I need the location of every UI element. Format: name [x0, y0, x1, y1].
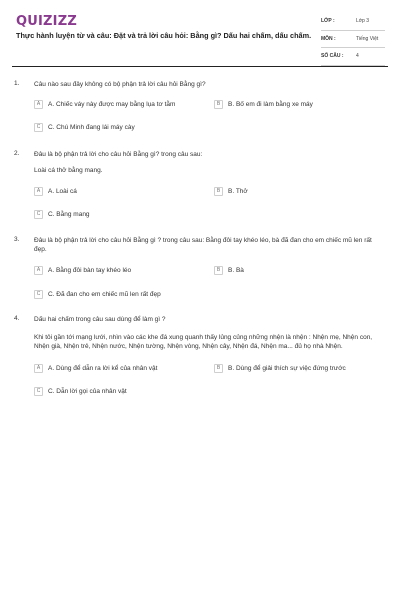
- option-c[interactable]: [34, 209, 90, 219]
- meta-label: LỚP :: [321, 18, 335, 25]
- option-text: C. Dẫn lời gọi của nhân vật: [48, 387, 127, 395]
- option-text: C. Bằng mang: [48, 210, 90, 218]
- option-box[interactable]: A: [34, 364, 43, 373]
- option-box[interactable]: C: [34, 123, 43, 132]
- option-text: A. Bằng đôi bàn tay khéo léo: [48, 266, 132, 274]
- option-b[interactable]: [214, 186, 248, 196]
- option-b[interactable]: [214, 265, 244, 275]
- option-text: C. Đã đan cho em chiếc mũ len rất đẹp: [48, 290, 161, 298]
- option-text: C. Chú Minh đang lái máy cày: [48, 123, 135, 131]
- option-text: B. Bà: [228, 266, 244, 274]
- option-c[interactable]: [34, 122, 135, 132]
- option-text: B. Thở: [228, 187, 248, 195]
- question-number: 2.: [14, 150, 20, 157]
- question-number: 4.: [14, 315, 20, 322]
- option-a[interactable]: [34, 99, 175, 109]
- option-text: B. Bố em đi làm bằng xe máy: [228, 100, 313, 108]
- option-text: A. Chiếc váy này được may bằng lụa tơ tằm: [48, 100, 176, 108]
- option-a[interactable]: [34, 265, 131, 275]
- question-text: Câu nào sau đây không có bộ phận trả lời câu hỏi Bằng gì?: [34, 81, 206, 88]
- option-box[interactable]: B: [214, 187, 223, 196]
- question-text: Đâu là bộ phận trả lời cho câu hỏi Bằng gì ? trong câu sau: Bằng đôi tay khéo léo, bà đã đan cho em chiếc mũ len rất đẹp.: [34, 237, 372, 253]
- question-number: 3.: [14, 236, 20, 243]
- option-box[interactable]: C: [34, 387, 43, 396]
- question-number: 1.: [14, 80, 20, 87]
- meta-row-grade: [321, 13, 385, 31]
- option-a[interactable]: [34, 363, 157, 373]
- option-box[interactable]: B: [214, 364, 223, 373]
- meta-label: SỐ CÂU :: [321, 53, 344, 60]
- option-b[interactable]: [214, 363, 346, 373]
- option-text: B. Dùng để giải thích sự việc đứng trước: [228, 364, 346, 372]
- meta-table: [321, 13, 385, 66]
- option-a[interactable]: [34, 186, 77, 196]
- meta-value: Tiếng Việt: [356, 35, 379, 42]
- header-divider: [12, 66, 388, 67]
- option-box[interactable]: A: [34, 187, 43, 196]
- question-text: Dấu hai chấm trong câu sau dùng để làm gì ?: [34, 316, 166, 323]
- option-c[interactable]: [34, 289, 161, 299]
- option-box[interactable]: C: [34, 290, 43, 299]
- question-text: Đâu là bộ phận trả lời cho câu hỏi Bằng gì? trong câu sau:: [34, 151, 203, 158]
- option-b[interactable]: [214, 99, 313, 109]
- option-box[interactable]: A: [34, 100, 43, 109]
- meta-value: 4: [356, 53, 359, 60]
- quizizz-logo: QUIZIZZ: [16, 14, 77, 29]
- meta-row-question-count: [321, 48, 385, 66]
- option-text: A. Dùng để dẫn ra lời kể của nhân vật: [48, 364, 158, 372]
- meta-value: Lớp 3: [356, 18, 370, 25]
- meta-label: MÔN :: [321, 35, 336, 42]
- option-box[interactable]: B: [214, 100, 223, 109]
- worksheet-title: Thực hành luyện từ và câu: Đặt và trả lời câu hỏi: Bằng gì? Dấu hai chấm, dấu chấm.: [16, 31, 312, 40]
- question-passage: Loài cá thở bằng mang.: [34, 167, 103, 174]
- option-text: A. Loài cá: [48, 187, 77, 195]
- option-box[interactable]: A: [34, 266, 43, 275]
- question-passage: Khi tôi gần tới mạng lưới, nhìn vào các khe đá xung quanh thấy lủng củng những nhện là nhện : Nhện mẹ, Nhện con, Nhện già, Nhện trẻ, Nhện nước, Nhện tường, Nhện vòng, Nhện cây, Nhện đá, Nhện ma... đủ họ nhà Nhện.: [34, 334, 373, 350]
- option-c[interactable]: [34, 386, 127, 396]
- meta-row-subject: [321, 31, 385, 49]
- option-box[interactable]: B: [214, 266, 223, 275]
- option-box[interactable]: C: [34, 210, 43, 219]
